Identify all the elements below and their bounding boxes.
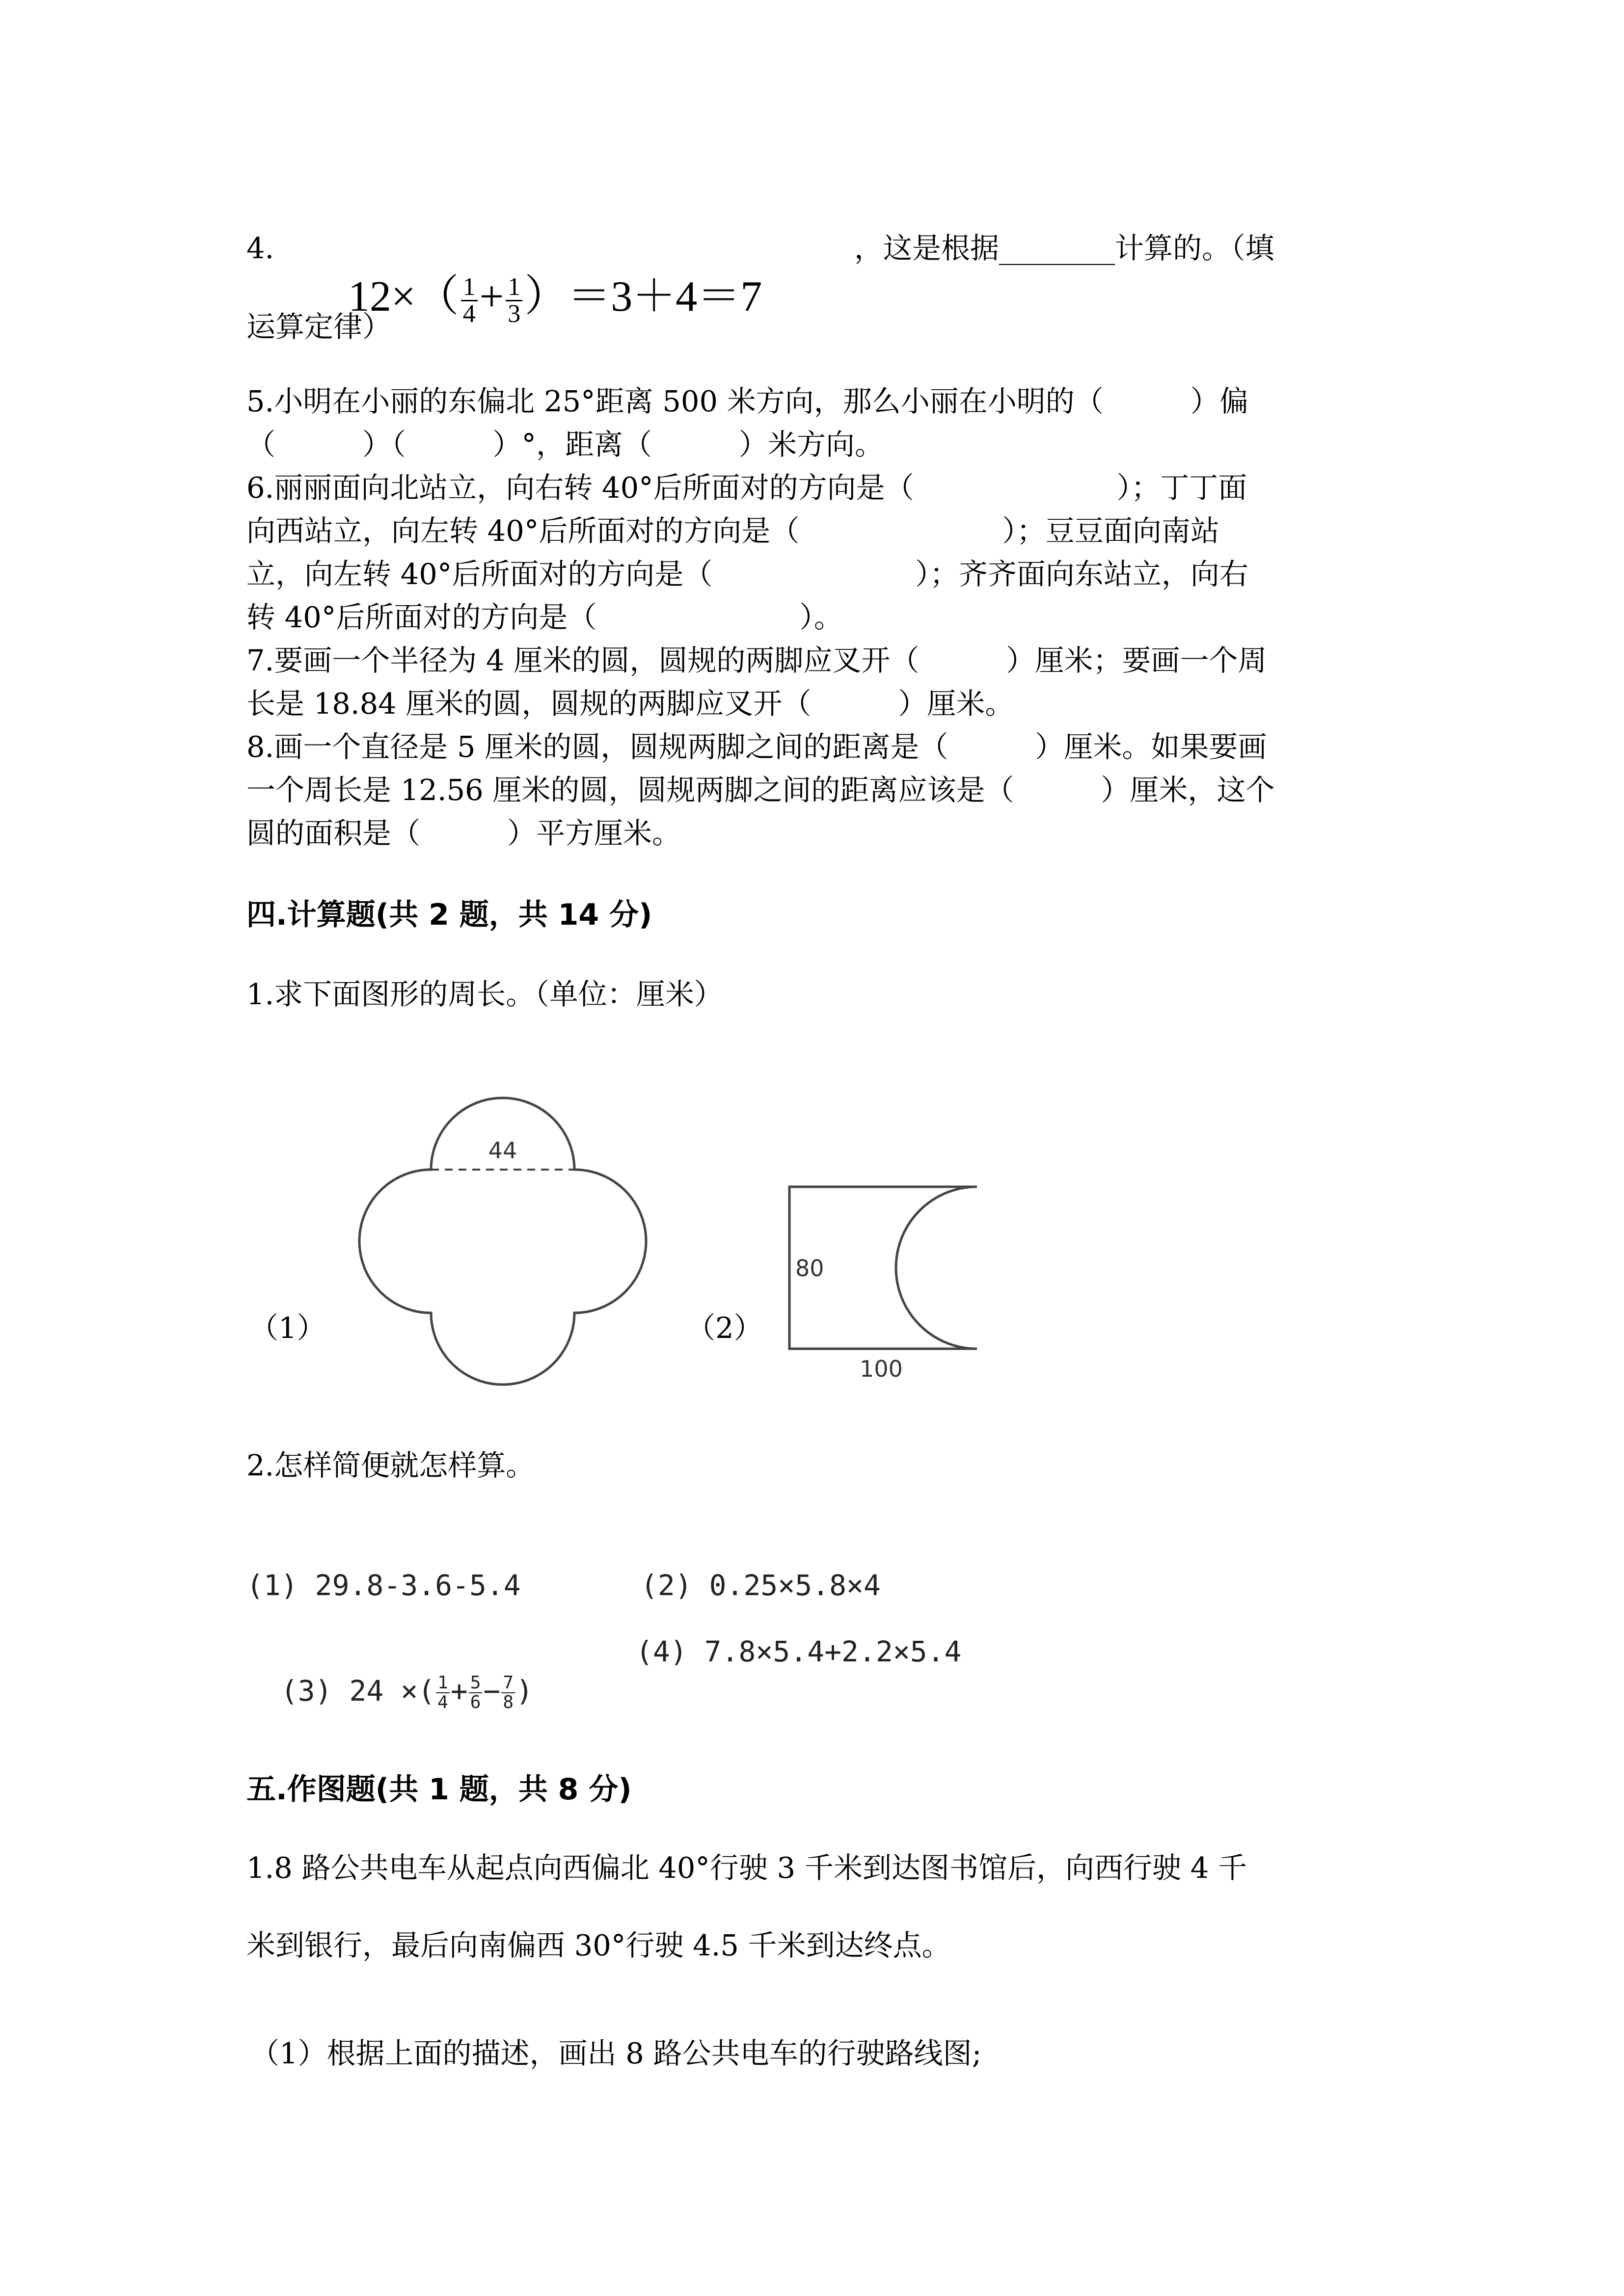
q5-line1: 5.小明在小丽的东偏北 25°距离 500 米方向，那么小丽在小明的（ ）偏 — [246, 384, 1248, 418]
q4-line1-tail: ，这是根据________计算的。（填 — [854, 231, 1274, 265]
section4-q2: 2.怎样简便就怎样算。 — [246, 1448, 535, 1482]
expression-3 — [246, 1632, 533, 1712]
q4-expression — [326, 223, 762, 327]
q4-line2: 运算定律） — [246, 310, 392, 344]
section5-sub1: （1）根据上面的描述，画出 8 路公共电车的行驶路线图; — [250, 2036, 982, 2070]
q6-line2: 向西站立，向左转 40°后所面对的方向是（ ）；豆豆面向南站 — [246, 514, 1219, 548]
figure1-label: （1） — [249, 1311, 326, 1345]
expression-1: (1) 29.8-3.6-5.4 — [246, 1569, 521, 1602]
q4-fraction-1: $\frac{1}{4}$ — [461, 274, 478, 327]
section5-title: 五.作图题(共 1 题，共 8 分) — [246, 1772, 632, 1807]
expression-3-fraction-1: $\frac{1}{4}$ — [436, 1674, 450, 1712]
q7-line2: 长是 18.84 厘米的圆，圆规的两脚应叉开（ ）厘米。 — [246, 687, 1014, 721]
q8-line3: 圆的面积是（ ）平方厘米。 — [246, 816, 681, 850]
q4-fraction-2: $\frac{1}{3}$ — [506, 274, 522, 327]
q4-expr-right: ）＝3＋4＝7 — [524, 273, 762, 320]
q6-line1: 6.丽丽面向北站立，向右转 40°后所面对的方向是（ ）；丁丁面 — [246, 471, 1247, 505]
figure1-dimension: 44 — [488, 1137, 517, 1164]
figure2-width-label: 100 — [860, 1356, 903, 1382]
expression-3-minus: − — [483, 1674, 501, 1708]
expression-2: (2) 0.25×5.8×4 — [641, 1569, 881, 1602]
expression-3-suffix: ) — [516, 1674, 533, 1708]
section5-q1-line1: 1.8 路公共电车从起点向西偏北 40°行驶 3 千米到达图书馆后，向西行驶 4 千 — [246, 1851, 1247, 1885]
figure2-label: （2） — [686, 1311, 763, 1345]
q4-number: 4. — [246, 231, 274, 265]
q8-line1: 8.画一个直径是 5 厘米的圆，圆规两脚之间的距离是（ ）厘米。如果要画 — [246, 730, 1267, 764]
figure1-four-lobe-shape — [344, 1085, 663, 1399]
expression-3-fraction-2: $\frac{5}{6}$ — [469, 1674, 483, 1712]
q5-line2: （ ）（ ）°，距离（ ）米方向。 — [246, 427, 884, 461]
q8-line2: 一个周长是 12.56 厘米的圆，圆规两脚之间的距离应该是（ ）厘米，这个 — [246, 773, 1275, 807]
figure2-rectangle-semicircle — [776, 1168, 1001, 1394]
q4-plus: + — [479, 273, 504, 320]
expression-3-fraction-3: $\frac{7}{8}$ — [501, 1674, 515, 1712]
section4-q1: 1.求下面图形的周长。（单位：厘米） — [246, 977, 723, 1011]
q4-expr-left: 12×（ — [348, 273, 459, 320]
expression-3-prefix: (3) 24 ×( — [280, 1674, 435, 1708]
q6-line3: 立，向左转 40°后所面对的方向是（ ）；齐齐面向东站立，向右 — [246, 557, 1248, 591]
q6-line4: 转 40°后所面对的方向是（ ）。 — [246, 600, 843, 634]
section4-title: 四.计算题(共 2 题，共 14 分) — [246, 898, 652, 932]
figure2-height-label: 80 — [795, 1255, 824, 1281]
q7-line1: 7.要画一个半径为 4 厘米的圆，圆规的两脚应叉开（ ）厘米；要画一个周 — [246, 643, 1267, 677]
expression-3-plus: + — [450, 1674, 468, 1708]
expression-4: (4) 7.8×5.4+2.2×5.4 — [636, 1635, 962, 1668]
section5-q1-line2: 米到银行，最后向南偏西 30°行驶 4.5 千米到达终点。 — [246, 1928, 951, 1962]
